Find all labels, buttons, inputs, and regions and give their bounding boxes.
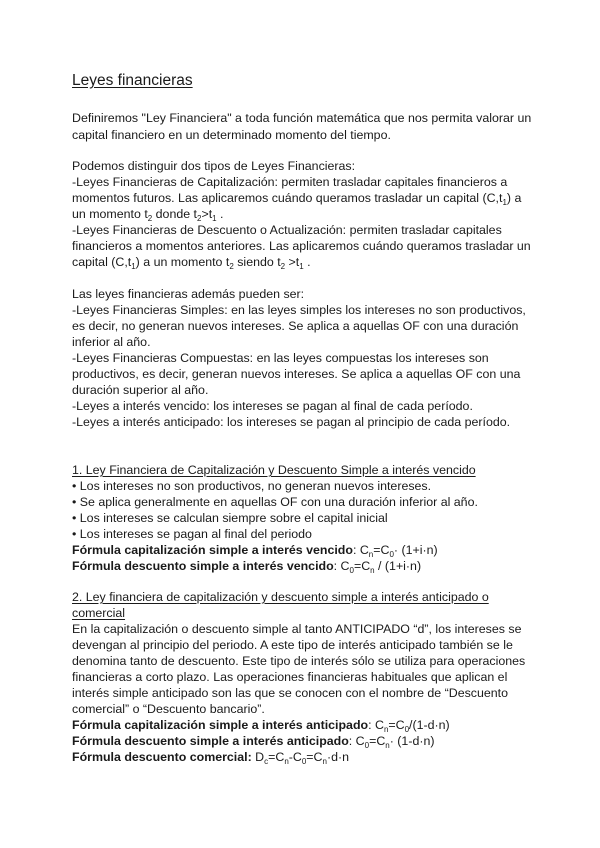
formula-label: Fórmula descuento comercial:: [72, 750, 252, 764]
formula-text: D: [251, 750, 265, 764]
section2-formula-3: [72, 749, 349, 765]
formula-text: : C: [368, 718, 384, 732]
desc-text: siendo t: [233, 255, 281, 269]
additional-line: duración superior al año.: [72, 383, 209, 397]
discount-line-2: financieros a momentos anteriores. Las aplicaremos cuándo queramos trasladar un: [72, 239, 531, 253]
section1-bullet: • Se aplica generalmente en aquellas OF con una duración inferior al año.: [72, 495, 478, 509]
discount-line-1: -Leyes Financieras de Descuento o Actualización: permiten trasladar capitales: [72, 223, 502, 237]
formula-text: ·d·n: [326, 750, 349, 764]
cap-text: ) a: [506, 191, 522, 205]
cap-text: >t: [201, 207, 213, 221]
subscript: n: [368, 550, 374, 559]
subscript: 0: [301, 757, 307, 766]
subscript: 2: [147, 214, 153, 223]
formula-text: =C: [369, 734, 386, 748]
section2-line: financieras a corto plazo. Las operaciones financieras habituales que aplican el: [72, 670, 508, 684]
cap-text: un momento t: [72, 207, 148, 221]
formula-text: : C: [352, 543, 369, 557]
subscript: 1: [299, 262, 304, 271]
subscript: 2: [229, 262, 234, 271]
subscript: 2: [197, 214, 202, 223]
additional-line: es decir, no generan nuevos intereses. Se aplica a aquellas OF con una duración: [72, 319, 519, 333]
formula-label: Fórmula capitalización simple a interés vencido: [72, 543, 353, 557]
formula-text: : C: [348, 734, 365, 748]
capitalization-line-1: -Leyes Financieras de Capitalización: permiten trasladar capitales financieros a: [72, 175, 508, 189]
capitalization-line-3: [72, 206, 224, 222]
subscript: n: [383, 725, 389, 734]
intro-line-2: capital financiero en un determinado momento del tiempo.: [72, 128, 391, 142]
subscript: 1: [131, 262, 136, 271]
formula-text: =C: [373, 543, 390, 557]
formula-text: =C: [268, 750, 285, 764]
section2-line: interés simple anticipado son las que se conocen con el nombre de “Descuento: [72, 686, 508, 700]
additional-line: -Leyes Financieras Compuestas: en las leyes compuestas los intereses son: [72, 351, 489, 365]
section1-bullet: • Los intereses se pagan al final del periodo: [72, 527, 312, 541]
section2-heading-line-1: 2. Ley financiera de capitalización y descuento simple a interés anticipado o: [72, 590, 489, 604]
section2-line: comercial” o “Descuento bancario”.: [72, 702, 265, 716]
desc-text: capital (C,t: [72, 255, 132, 269]
section2-formula-2: [72, 733, 434, 749]
subscript: 1: [212, 214, 217, 223]
additional-heading: Las leyes financieras además pueden ser:: [72, 287, 305, 301]
formula-label: Fórmula capitalización simple a interés anticipado: [72, 718, 369, 732]
section1-bullet: • Los intereses se calculan siempre sobre el capital inicial: [72, 511, 388, 525]
subscript: c: [264, 757, 269, 766]
cap-text: momentos futuros. Las aplicaremos cuándo queramos trasladar un capital (C,t: [72, 191, 503, 205]
additional-line: -Leyes a interés anticipado: los intereses se pagan al principio de cada período.: [72, 415, 511, 429]
intro-line-1: Definiremos "Ley Financiera" a toda función matemática que nos permita valorar un: [72, 111, 532, 125]
subscript: n: [385, 741, 390, 750]
additional-line: -Leyes a interés vencido: los intereses se pagan al final de cada período.: [72, 399, 473, 413]
subscript: 2: [280, 262, 286, 271]
page-title: Leyes financieras: [72, 72, 193, 89]
additional-line: productivos, es decir, generan nuevos intereses. Se aplica a aquellas OF con una: [72, 367, 521, 381]
formula-text: =C: [306, 750, 323, 764]
subscript: n: [284, 757, 289, 766]
formula-text: / (1+i·n): [374, 559, 422, 573]
formula-text: =C: [353, 559, 371, 573]
additional-line: -Leyes Financieras Simples: en las leyes simples los intereses no son productivos,: [72, 303, 526, 317]
formula-text: /(1-d·n): [409, 718, 450, 732]
subscript: 0: [349, 566, 354, 575]
formula-text: -C: [288, 750, 302, 764]
formula-label: Fórmula descuento simple a interés vencido: [72, 559, 334, 573]
subscript: 1: [502, 198, 507, 207]
section1-bullet: • Los intereses no son productivos, no generan nuevos intereses.: [72, 479, 432, 493]
desc-text: >t: [285, 255, 300, 269]
subscript: n: [370, 566, 375, 575]
section2-line: denomina tanto de descuento. Este tipo de interés sólo se utiliza para operaciones: [72, 654, 526, 668]
subscript: 0: [404, 725, 410, 734]
section2-line: En la capitalización o descuento simple al tanto ANTICIPADO “d”, los intereses se: [72, 622, 522, 636]
section2-heading-line-2: comercial: [72, 606, 126, 620]
subscript: 0: [389, 550, 394, 559]
section2-formula-1: [72, 717, 450, 733]
formula-text: · (1-d·n): [389, 734, 435, 748]
discount-line-3: [72, 254, 311, 270]
cap-text: .: [216, 207, 224, 221]
subscript: 0: [364, 741, 370, 750]
section1-formula-1: [72, 542, 438, 558]
types-heading: Podemos distinguir dos tipos de Leyes Financieras:: [72, 159, 356, 173]
formula-text: · (1+i·n): [393, 543, 438, 557]
section1-formula-2: [72, 558, 421, 574]
cap-text: donde t: [152, 207, 198, 221]
additional-line: inferior al año.: [72, 335, 151, 349]
subscript: n: [322, 757, 327, 766]
capitalization-line-2: [72, 190, 521, 206]
formula-text: =C: [388, 718, 405, 732]
formula-label: Fórmula descuento simple a interés anticipado: [72, 734, 349, 748]
section1-heading: 1. Ley Financiera de Capitalización y Descuento Simple a interés vencido: [72, 463, 476, 477]
formula-text: : C: [333, 559, 350, 573]
desc-text: .: [303, 255, 311, 269]
section2-line: devengan al principio del periodo. A este tipo de interés anticipado también se le: [72, 638, 513, 652]
desc-text: ) a un momento t: [135, 255, 230, 269]
